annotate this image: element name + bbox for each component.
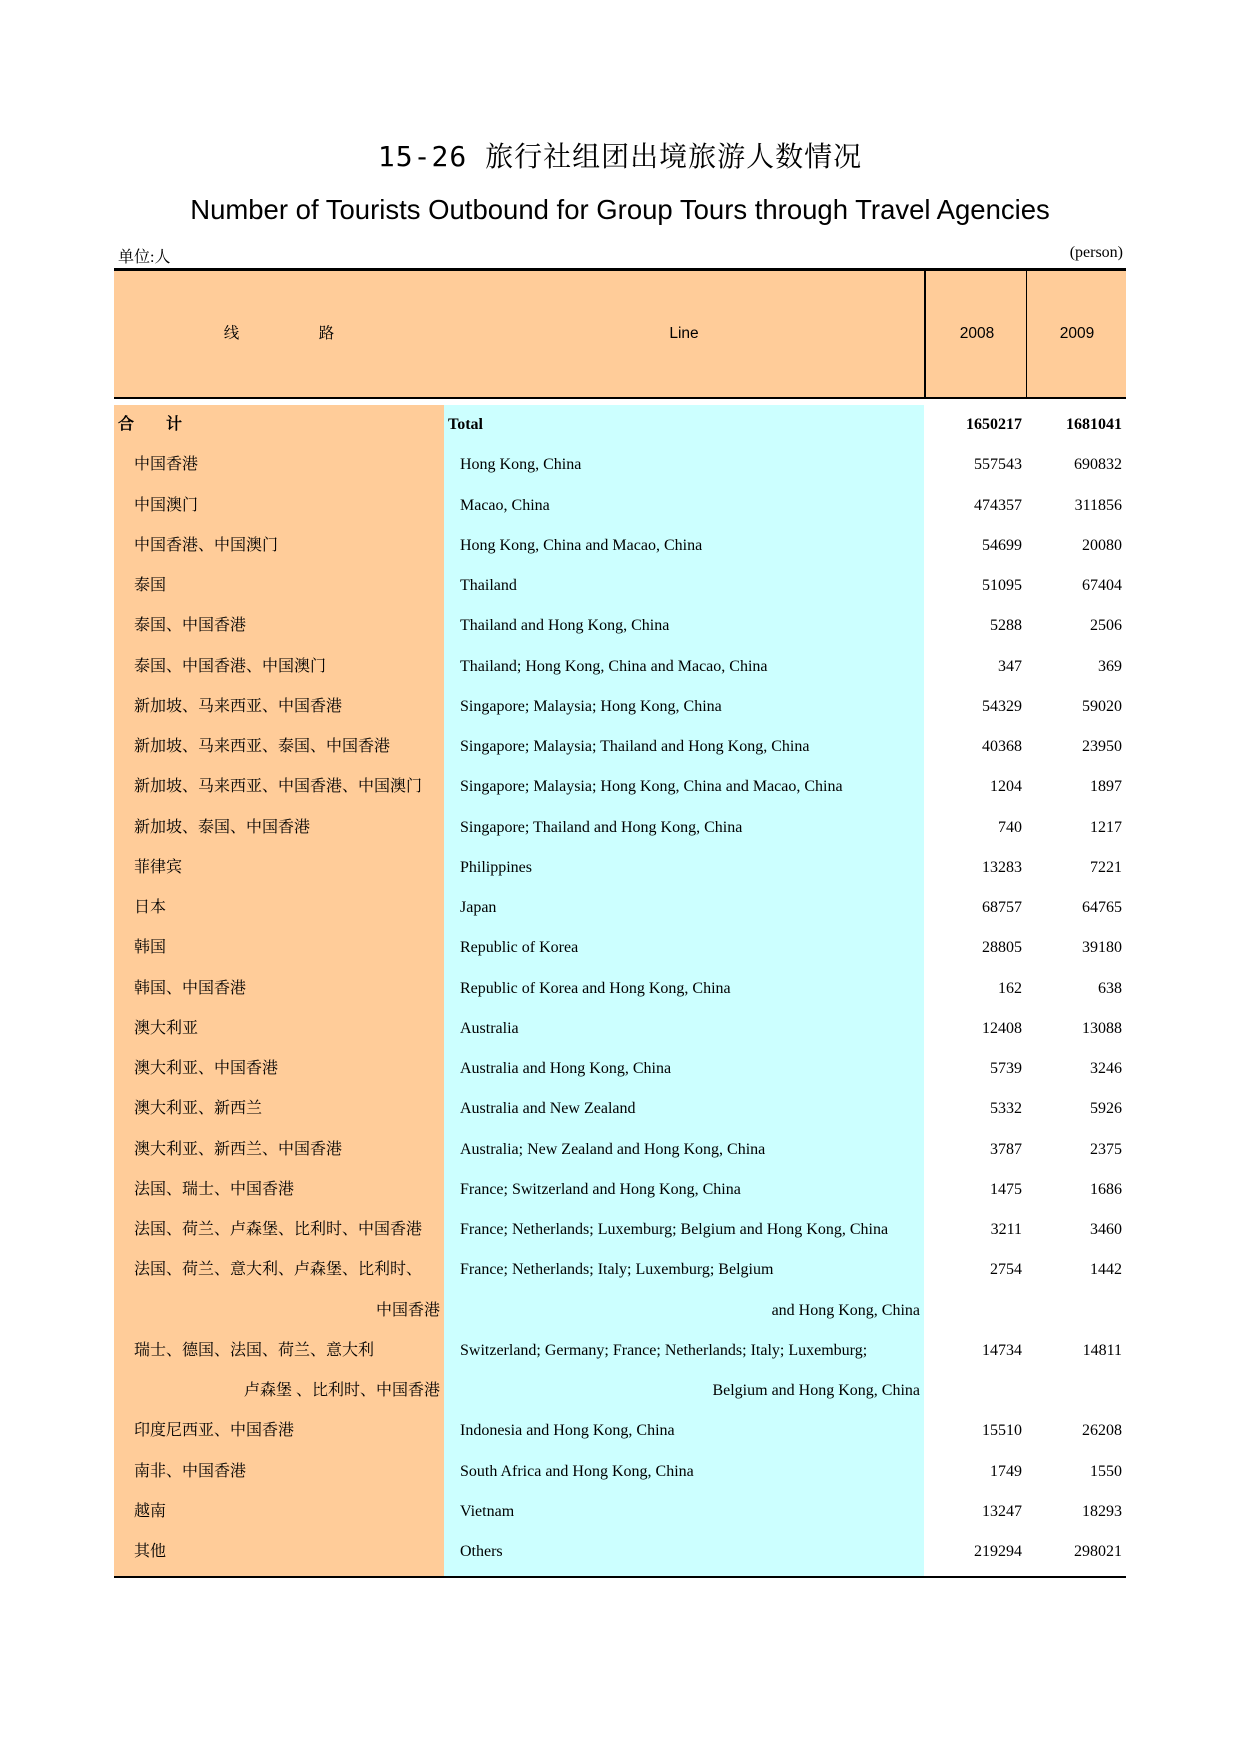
value-2009-cell: [1026, 1291, 1126, 1331]
page-title-cn: 15-26 旅行社组团出境旅游人数情况: [377, 140, 863, 173]
value-2008-cell: 68757: [982, 899, 1022, 916]
line-cn-cell: 韩国、中国香港: [114, 969, 444, 1009]
value-2009-cell: 638: [1098, 979, 1122, 997]
table-row: [114, 727, 1126, 767]
value-2009-cell: 3460: [1090, 1221, 1122, 1238]
value-2008-cell: 2754: [990, 1261, 1022, 1279]
table-row: [114, 767, 1126, 807]
value-2009-cell: [1026, 1371, 1126, 1411]
value-2008-cell: 12408: [982, 1019, 1022, 1037]
value-2009-cell: 2375: [1090, 1140, 1122, 1158]
line-cn-cell: 其他: [114, 1532, 444, 1572]
value-2009-cell: 1897: [1090, 778, 1122, 796]
table-row: [114, 1492, 1126, 1532]
line-cn-cell: 日本: [114, 888, 444, 928]
value-2008-cell: 13247: [982, 1502, 1022, 1520]
table-row: [114, 1130, 1126, 1170]
tourist-table: [114, 268, 1126, 1578]
line-en-cell: Thailand: [444, 566, 924, 606]
line-en-cell: Singapore; Malaysia; Hong Kong, China and Macao, China: [444, 767, 924, 807]
line-cn-cell: 新加坡、泰国、中国香港: [114, 808, 444, 848]
table-row: [114, 848, 1126, 888]
table-row: [114, 1371, 1126, 1411]
value-2009-cell: 1217: [1090, 818, 1122, 836]
value-2009-cell: 23950: [1082, 738, 1122, 755]
line-cn-cell: 印度尼西亚、中国香港: [114, 1411, 444, 1451]
value-2009-cell: 311856: [1074, 496, 1122, 514]
value-2008-cell: 54699: [982, 536, 1022, 554]
line-en-cell: and Hong Kong, China: [444, 1291, 924, 1331]
value-2008-cell: 3787: [990, 1140, 1022, 1158]
table-row: [114, 1452, 1126, 1492]
value-2008-cell: 5739: [990, 1060, 1022, 1077]
value-2009-cell: 3246: [1090, 1060, 1122, 1077]
line-en-cell: Australia; New Zealand and Hong Kong, China: [444, 1130, 924, 1170]
value-2009-cell: 20080: [1082, 536, 1122, 554]
line-en-cell: Switzerland; Germany; France; Netherlands; Italy; Luxemburg;: [444, 1331, 924, 1371]
value-2008-cell: 740: [998, 818, 1022, 836]
table-body: [114, 405, 1126, 1578]
line-en-cell: South Africa and Hong Kong, China: [444, 1452, 924, 1492]
value-2009-cell: 13088: [1082, 1019, 1122, 1037]
value-2008-cell: 162: [998, 979, 1022, 997]
value-2009-cell: 2506: [1090, 617, 1122, 635]
unit-label-en: (person): [1069, 244, 1123, 261]
table-row: [114, 1049, 1126, 1089]
table-row: [114, 1411, 1126, 1451]
value-2008-cell: 1475: [990, 1180, 1022, 1198]
value-2008-cell: 1204: [990, 778, 1022, 796]
value-2009-cell: 39180: [1082, 939, 1122, 957]
line-cn-cell: 南非、中国香港: [114, 1452, 444, 1492]
line-cn-cell: 澳大利亚、中国香港: [114, 1049, 444, 1089]
value-2008-cell: 3211: [990, 1221, 1022, 1238]
line-cn-cell: 澳大利亚、新西兰: [114, 1089, 444, 1129]
page-title-en: Number of Tourists Outbound for Group Tours through Travel Agencies: [190, 194, 1050, 225]
line-en-cell: Australia and Hong Kong, China: [444, 1049, 924, 1089]
line-en-cell: Hong Kong, China and Macao, China: [444, 526, 924, 566]
total-en: Total: [444, 405, 924, 445]
line-en-cell: Australia and New Zealand: [444, 1089, 924, 1129]
line-cn-cell: 澳大利亚、新西兰、中国香港: [114, 1130, 444, 1170]
value-2008-cell: 557543: [974, 456, 1022, 474]
column-header-2008: 2008: [924, 271, 1028, 397]
value-2008-cell: 14734: [982, 1341, 1022, 1359]
line-en-cell: Thailand and Hong Kong, China: [444, 606, 924, 646]
line-cn-cell: 泰国: [114, 566, 444, 606]
line-cn-cell: 越南: [114, 1492, 444, 1532]
column-header-line-en: Line: [669, 325, 699, 342]
value-2009-cell: 67404: [1082, 577, 1122, 594]
column-header-line-cn: [114, 271, 444, 397]
line-cn-cell: 法国、瑞士、中国香港: [114, 1170, 444, 1210]
value-2009-cell: 369: [1098, 657, 1122, 675]
total-2008: 1650217: [966, 416, 1022, 433]
line-cn-cell: 中国香港: [114, 1291, 444, 1331]
value-2008-cell: 347: [998, 657, 1022, 675]
value-2008-cell: [924, 1371, 1026, 1411]
value-2008-cell: 15510: [982, 1422, 1022, 1440]
line-en-cell: Indonesia and Hong Kong, China: [444, 1411, 924, 1451]
table-row: [114, 1210, 1126, 1250]
value-2008-cell: 13283: [982, 858, 1022, 876]
table-row: [114, 486, 1126, 526]
table-row: [114, 1331, 1126, 1371]
unit-label-cn: 单位:人: [118, 249, 171, 266]
line-cn-cell: 瑞士、德国、法国、荷兰、意大利: [114, 1331, 444, 1371]
column-header-line-cn-2: 路: [318, 325, 335, 342]
value-2009-cell: 26208: [1082, 1422, 1122, 1440]
line-cn-cell: 韩国: [114, 928, 444, 968]
line-en-cell: France; Netherlands; Luxemburg; Belgium and Hong Kong, China: [444, 1210, 924, 1250]
line-en-cell: Singapore; Malaysia; Hong Kong, China: [444, 687, 924, 727]
total-cn: 合 计: [114, 405, 444, 445]
table-row: [114, 606, 1126, 646]
value-2009-cell: 1442: [1090, 1261, 1122, 1279]
line-en-cell: France; Netherlands; Italy; Luxemburg; Belgium: [444, 1250, 924, 1290]
line-cn-cell: 泰国、中国香港、中国澳门: [114, 647, 444, 687]
value-2009-cell: 18293: [1082, 1502, 1122, 1520]
column-header-line-cn-1: 线: [223, 325, 240, 342]
table-row: [114, 888, 1126, 928]
table-row: [114, 566, 1126, 606]
value-2008-cell: 1749: [990, 1462, 1022, 1480]
table-row: [114, 969, 1126, 1009]
line-cn-cell: 泰国、中国香港: [114, 606, 444, 646]
line-cn-cell: 新加坡、马来西亚、泰国、中国香港: [114, 727, 444, 767]
value-2009-cell: 1550: [1090, 1462, 1122, 1480]
line-en-cell: Republic of Korea and Hong Kong, China: [444, 969, 924, 1009]
value-2008-cell: 54329: [982, 697, 1022, 715]
value-2008-cell: 40368: [982, 738, 1022, 755]
line-en-cell: Philippines: [444, 848, 924, 888]
value-2008-cell: 474357: [974, 496, 1022, 514]
table-row: [114, 808, 1126, 848]
line-en-cell: Thailand; Hong Kong, China and Macao, China: [444, 647, 924, 687]
value-2008-cell: 51095: [982, 577, 1022, 594]
line-cn-cell: 法国、荷兰、意大利、卢森堡、比利时、: [114, 1250, 444, 1290]
line-cn-cell: 中国香港、中国澳门: [114, 526, 444, 566]
table-row: [114, 1532, 1126, 1572]
table-row: [114, 687, 1126, 727]
total-2009: 1681041: [1066, 416, 1122, 433]
line-cn-cell: 中国香港: [114, 445, 444, 485]
line-en-cell: France; Switzerland and Hong Kong, China: [444, 1170, 924, 1210]
line-en-cell: Hong Kong, China: [444, 445, 924, 485]
line-cn-cell: 卢森堡 、比利时、中国香港: [114, 1371, 444, 1411]
table-row: [114, 928, 1126, 968]
line-en-cell: Vietnam: [444, 1492, 924, 1532]
line-cn-cell: 法国、荷兰、卢森堡、比利时、中国香港: [114, 1210, 444, 1250]
value-2008-cell: 5332: [990, 1100, 1022, 1118]
value-2008-cell: 219294: [974, 1543, 1022, 1560]
line-cn-cell: 新加坡、马来西亚、中国香港、中国澳门: [114, 767, 444, 807]
line-en-cell: Belgium and Hong Kong, China: [444, 1371, 924, 1411]
line-en-cell: Republic of Korea: [444, 928, 924, 968]
line-cn-cell: 澳大利亚: [114, 1009, 444, 1049]
value-2009-cell: 59020: [1082, 697, 1122, 715]
table-row: [114, 1170, 1126, 1210]
line-cn-cell: 新加坡、马来西亚、中国香港: [114, 687, 444, 727]
value-2008-cell: [924, 1291, 1026, 1331]
table-row: [114, 1250, 1126, 1290]
table-row: [114, 647, 1126, 687]
line-cn-cell: 菲律宾: [114, 848, 444, 888]
value-2009-cell: 690832: [1074, 456, 1122, 474]
value-2009-cell: 7221: [1090, 858, 1122, 876]
line-en-cell: Singapore; Thailand and Hong Kong, China: [444, 808, 924, 848]
table-header: [114, 268, 1126, 399]
table-row: [114, 526, 1126, 566]
value-2009-cell: 64765: [1082, 899, 1122, 916]
line-en-cell: Others: [444, 1532, 924, 1572]
table-row: [114, 1291, 1126, 1331]
column-header-2009: 2009: [1026, 271, 1127, 397]
line-en-cell: Japan: [444, 888, 924, 928]
value-2008-cell: 28805: [982, 939, 1022, 957]
table-row-total: [114, 405, 1126, 445]
value-2009-cell: 298021: [1074, 1543, 1122, 1560]
line-en-cell: Australia: [444, 1009, 924, 1049]
value-2009-cell: 14811: [1082, 1341, 1122, 1359]
value-2009-cell: 1686: [1090, 1180, 1122, 1198]
line-en-cell: Macao, China: [444, 486, 924, 526]
line-en-cell: Singapore; Malaysia; Thailand and Hong Kong, China: [444, 727, 924, 767]
value-2009-cell: 5926: [1090, 1100, 1122, 1118]
table-row: [114, 445, 1126, 485]
line-cn-cell: 中国澳门: [114, 486, 444, 526]
value-2008-cell: 5288: [990, 617, 1022, 635]
table-row: [114, 1009, 1126, 1049]
table-row: [114, 1089, 1126, 1129]
